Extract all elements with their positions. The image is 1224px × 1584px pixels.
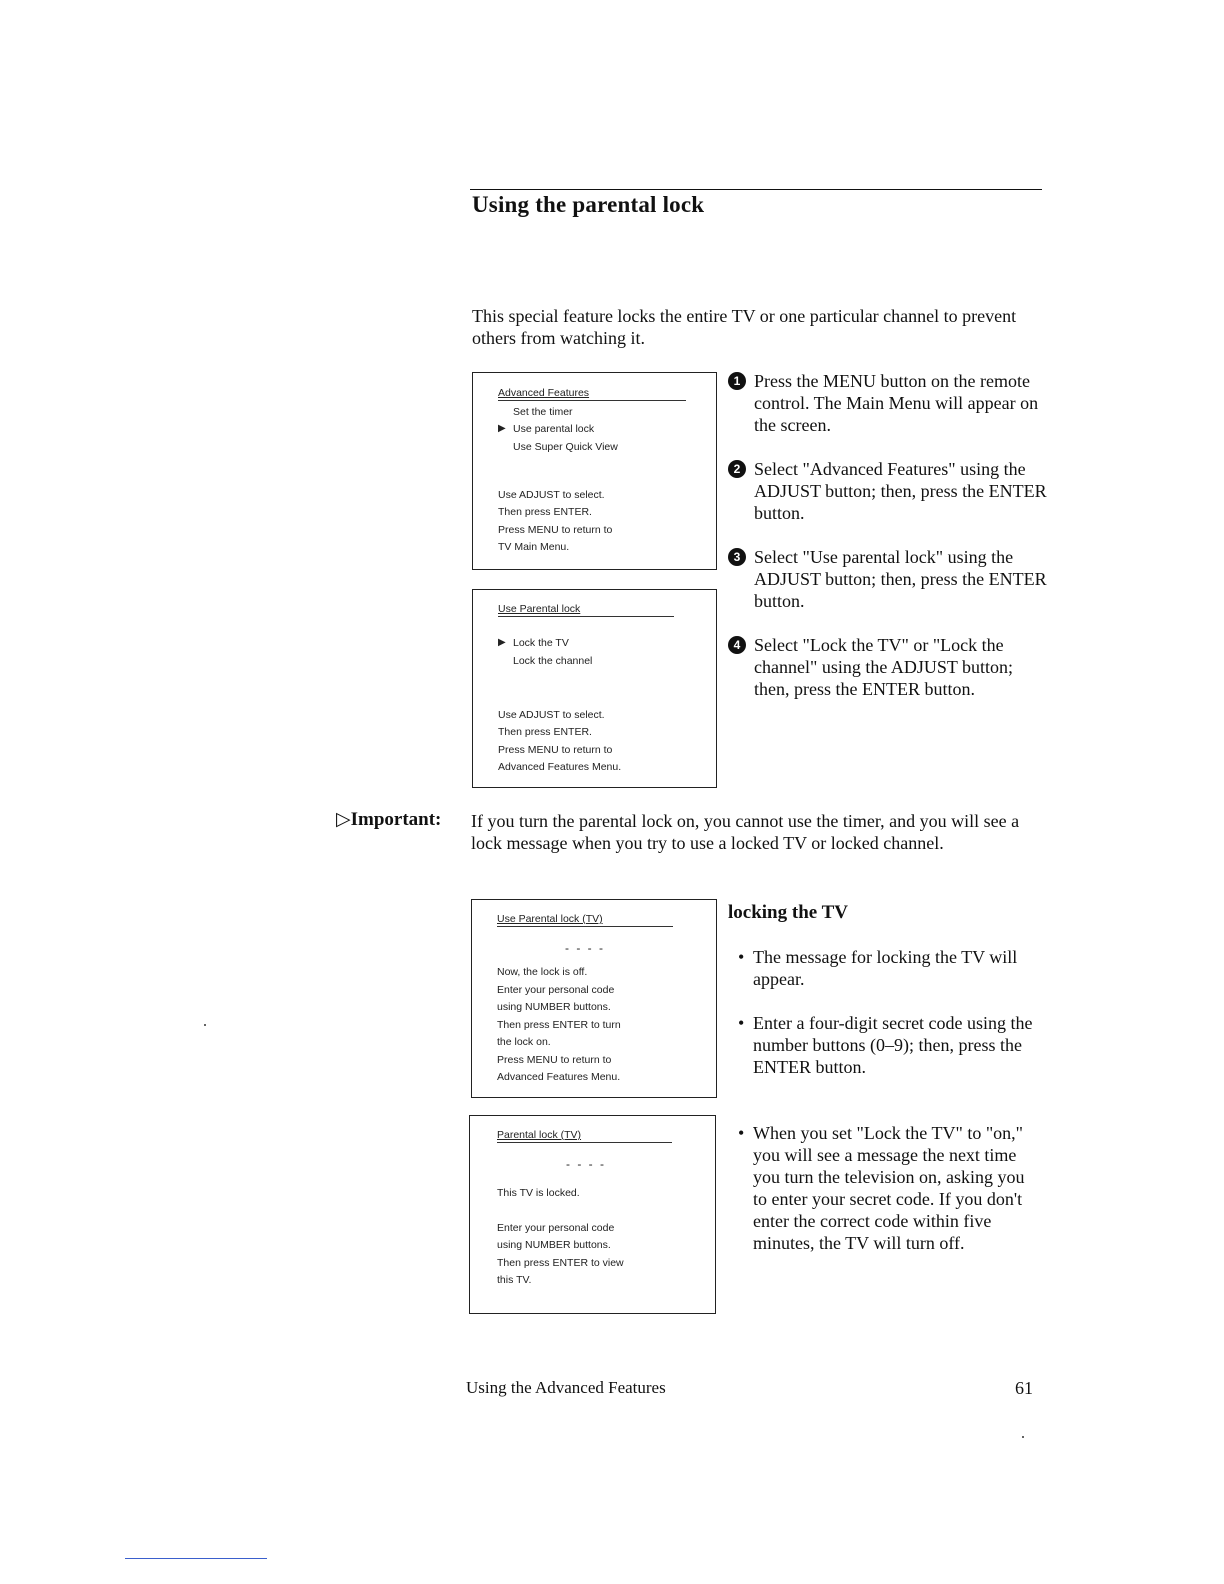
code-placeholder: - - - -: [566, 1157, 606, 1171]
menu-item: Lock the TV: [513, 637, 569, 649]
scan-speck: [204, 1024, 206, 1026]
important-text: If you turn the parental lock on, you cannot use the timer, and you will see a lock message when you try to use a locked TV or locked channel.: [471, 811, 1020, 853]
title-rule: [470, 189, 1042, 190]
instruction-line: Then press ENTER.: [498, 506, 592, 518]
header-rule: [497, 1142, 672, 1143]
instruction-line: Press MENU to return to: [498, 524, 613, 536]
screen-header: Advanced Features: [498, 387, 590, 399]
scan-edge-line: [125, 1558, 267, 1559]
bullet-item: • Enter a four-digit secret code using the number buttons (0–9); then, press the ENTER button.: [738, 1012, 1038, 1078]
screen-line: this TV.: [497, 1274, 532, 1286]
steps-list: [728, 370, 1048, 722]
step-3: [728, 546, 1048, 612]
menu-item: Set the timer: [513, 406, 573, 418]
footer-section: Using the Advanced Features: [466, 1378, 666, 1397]
step-text: Select "Use parental lock" using the ADJUST button; then, press the ENTER button.: [754, 547, 1047, 611]
bullet-item: • When you set "Lock the TV" to "on," you will see a message the next time you turn the television on, asking you to enter your secret code. If you don't enter the correct code within five minutes, the TV will turn off.: [738, 1122, 1038, 1254]
header-rule: [498, 616, 674, 617]
step-number-icon: 2: [728, 460, 746, 478]
locking-bullets-bottom: [738, 1122, 1038, 1276]
screen-line: Enter your personal code: [497, 1222, 615, 1234]
step-number-icon: 4: [728, 636, 746, 654]
locking-bullets-top: [738, 946, 1038, 1100]
important-label: ▷Important:: [336, 809, 442, 830]
screen-line: Then press ENTER to view: [497, 1257, 624, 1269]
screen-line: Advanced Features Menu.: [497, 1071, 621, 1083]
screen-line: Enter your personal code: [497, 984, 615, 996]
instruction-line: Advanced Features Menu.: [498, 761, 622, 773]
step-2: [728, 458, 1048, 524]
step-1: [728, 370, 1048, 436]
selection-arrow-icon: ▶: [498, 423, 506, 434]
tv-locked-screen: [469, 1115, 716, 1314]
step-number-icon: 3: [728, 548, 746, 566]
advanced-features-screen: [472, 372, 717, 570]
screen-line: Press MENU to return to: [497, 1054, 612, 1066]
screen-line: Now, the lock is off.: [497, 966, 588, 978]
screen-line: using NUMBER buttons.: [497, 1001, 611, 1013]
intro-paragraph: This special feature locks the entire TV or one particular channel to prevent others from watching it.: [472, 306, 1017, 348]
header-rule: [498, 400, 686, 401]
screen-line: This TV is locked.: [497, 1187, 580, 1199]
step-text: Select "Lock the TV" or "Lock the channel" using the ADJUST button; then, press the ENTER button.: [754, 635, 1014, 699]
page-number: 61: [1015, 1378, 1033, 1398]
instruction-line: Use ADJUST to select.: [498, 489, 605, 501]
screen-line: Then press ENTER to turn: [497, 1019, 621, 1031]
bullet-item: • The message for locking the TV will appear.: [738, 946, 1038, 990]
step-number-icon: 1: [728, 372, 746, 390]
screen-line: the lock on.: [497, 1036, 551, 1048]
screen-header: Parental lock (TV): [497, 1129, 582, 1141]
menu-item: Lock the channel: [513, 655, 593, 667]
menu-item: Use Super Quick View: [513, 441, 618, 453]
instruction-line: Then press ENTER.: [498, 726, 592, 738]
step-text: Select "Advanced Features" using the ADJUST button; then, press the ENTER button.: [754, 459, 1047, 523]
header-rule: [497, 926, 673, 927]
screen-header: Use Parental lock: [498, 603, 581, 615]
step-4: [728, 634, 1048, 700]
code-placeholder: - - - -: [565, 941, 605, 955]
screen-line: using NUMBER buttons.: [497, 1239, 611, 1251]
instruction-line: Use ADJUST to select.: [498, 709, 605, 721]
scan-speck: [1022, 1436, 1024, 1438]
instruction-line: Press MENU to return to: [498, 744, 613, 756]
menu-item: Use parental lock: [513, 423, 595, 435]
use-parental-lock-screen: [472, 589, 717, 788]
page-title: Using the parental lock: [472, 192, 705, 217]
instruction-line: TV Main Menu.: [498, 541, 570, 553]
lock-tv-setup-screen: [471, 899, 717, 1098]
selection-arrow-icon: ▶: [498, 637, 506, 648]
screen-header: Use Parental lock (TV): [497, 913, 603, 925]
step-text: Press the MENU button on the remote control. The Main Menu will appear on the screen.: [754, 371, 1039, 435]
locking-heading: locking the TV: [728, 902, 849, 923]
